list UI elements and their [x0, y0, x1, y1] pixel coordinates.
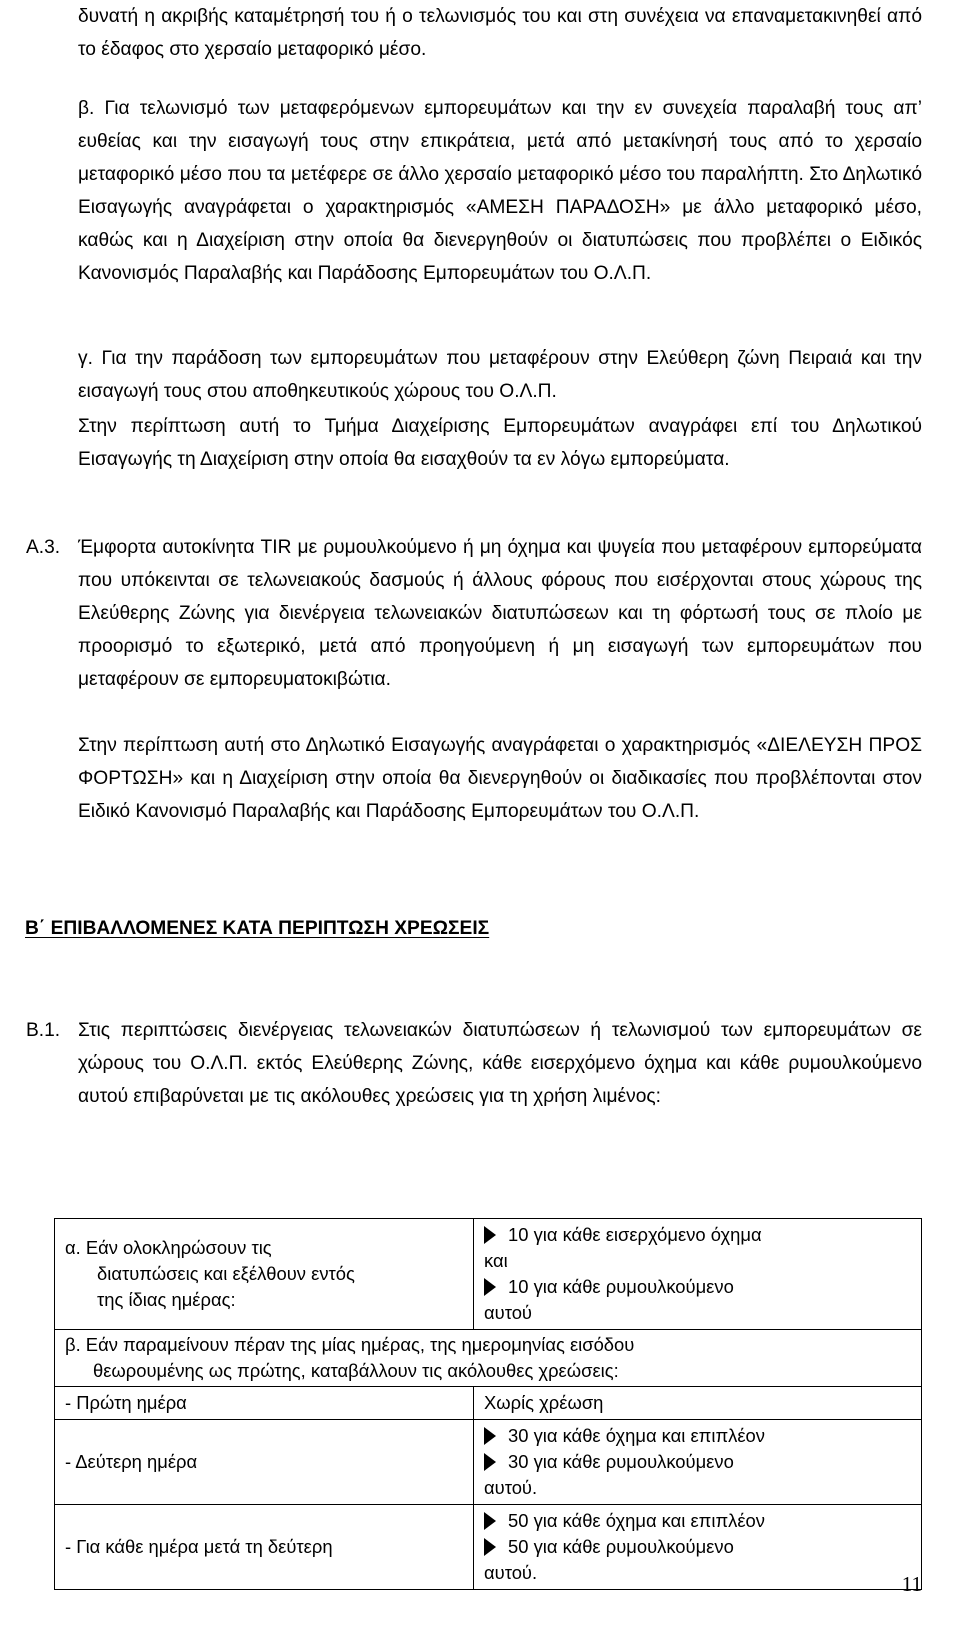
section-a3-note: Στην περίπτωση αυτή στο Δηλωτικό Εισαγωγής αναγράφεται ο χαρακτηρισμός «ΔΙΕΛΕΥΣΗ ΠΡΟΣ ΦΟΡΤΩΣΗ» και η Διαχείριση στην οποία θα διενεργηθούν οι διαδικασίες που προβλέπονται στον Ειδικό Κανονισμό Παραλαβής και Παράδοσης Εμπορευμάτων του Ο.Λ.Π.	[78, 735, 922, 822]
table-cell	[474, 1420, 921, 1504]
charge-line: αυτού.	[484, 1477, 538, 1498]
charge-line	[484, 1508, 911, 1534]
day-label: - Για κάθε ημέρα μετά τη δεύτερη	[65, 1536, 333, 1557]
section-b1-label: Β.1.	[26, 1020, 61, 1041]
paragraph-gamma: γ. Για την παράδοση των εμπορευμάτων που μεταφέρουν στην Ελεύθερη ζώνη Πειραιά και την εισαγωγή τους στου αποθηκευτικούς χώρους του Ο.Λ.Π.	[78, 348, 922, 402]
section-b-heading: Β΄ ΕΠΙΒΑΛΛΟΜΕΝΕΣ ΚΑΤΑ ΠΕΡΙΠΤΩΣΗ ΧΡΕΩΣΕΙΣ	[25, 918, 490, 939]
charge-text: 10 για κάθε ρυμουλκούμενο	[508, 1276, 734, 1297]
charge-line	[484, 1449, 911, 1475]
section-a3-label: Α.3.	[26, 537, 61, 558]
row-a-left-line: α. Εάν ολοκληρώσουν τις	[65, 1237, 272, 1258]
table-cell	[55, 1387, 474, 1419]
arrow-bullet-icon	[484, 1538, 496, 1556]
row-a-left-line: διατυπώσεις και εξέλθουν εντός	[97, 1263, 355, 1284]
day-label: - Δεύτερη ημέρα	[65, 1451, 198, 1472]
charge-text: 30 για κάθε όχημα και επιπλέον	[508, 1425, 765, 1446]
charge-text: 10 για κάθε εισερχόμενο όχημα	[508, 1224, 762, 1245]
arrow-bullet-icon	[484, 1453, 496, 1471]
table-cell	[55, 1420, 474, 1504]
section-a3-text: Έμφορτα αυτοκίνητα TIR με ρυμουλκούμενο ή μη όχημα και ψυγεία που μεταφέρουν εμπορεύματα που υπόκεινται σε τελωνειακούς δασμούς ή άλλους φόρους που εισέρχονται στους χώρους της Ελεύθερης Ζώνης για διενέργεια τελωνειακών διατυπώσεων και τη φόρτωσή τους σε πλοίο με προορισμό το εξωτερικό, μετά από προηγούμενη ή μη εισαγωγή των εμπορευμάτων που μεταφέρουν σε εμπορευματοκιβώτια.	[78, 537, 922, 690]
charge-line: αυτού.	[484, 1562, 538, 1583]
charge-text: 30 για κάθε ρυμουλκούμενο	[508, 1451, 734, 1472]
charge-line: και	[484, 1250, 508, 1271]
page-number: 11	[901, 1572, 922, 1596]
table-row	[55, 1329, 921, 1386]
charge-line: αυτού	[484, 1302, 532, 1323]
paragraph-beta: β. Για τελωνισμό των μεταφερόμενων εμπορευμάτων και την εν συνεχεία παραλαβή τους απ’ ευθείας και την εισαγωγή τους στην επικράτεια, μετά από μετακίνησή τους από το χερσαίο μεταφορικό μέσο που τα μετέφερε σε άλλο χερσαίο μεταφορικό μέσο του παραλήπτη. Στο Δηλωτικό Εισαγωγής αναγράφεται ο χαρακτηρισμός «ΑΜΕΣΗ ΠΑΡΑΔΟΣΗ» με άλλο μεταφορικό μέσο, καθώς και η Διαχείριση στην οποία θα διενεργηθούν οι διατυπώσεις που προβλέπει ο Ειδικός Κανονισμός Παραλαβής και Παράδοσης Εμπορευμάτων του Ο.Λ.Π.	[78, 98, 922, 284]
table-cell	[55, 1330, 921, 1386]
charge-text: 50 για κάθε όχημα και επιπλέον	[508, 1510, 765, 1531]
table-row	[55, 1219, 921, 1329]
paragraph-gamma-note: Στην περίπτωση αυτή το Τμήμα Διαχείρισης Εμπορευμάτων αναγράφει επί του Δηλωτικού Εισαγωγής τη Διαχείριση στην οποία θα εισαχθούν τα εν λόγω εμπορεύματα.	[78, 416, 922, 470]
row-b-line: β. Εάν παραμείνουν πέραν της μίας ημέρας, της ημερομηνίας εισόδου	[65, 1334, 635, 1355]
charge-line	[484, 1423, 911, 1449]
arrow-bullet-icon	[484, 1512, 496, 1530]
charge-line	[484, 1274, 911, 1300]
table-cell	[55, 1219, 474, 1329]
row-b-line: θεωρουμένης ως πρώτης, καταβάλλουν τις ακόλουθες χρεώσεις:	[93, 1360, 619, 1381]
table-row	[55, 1386, 921, 1419]
section-b1-text: Στις περιπτώσεις διενέργειας τελωνειακών διατυπώσεων ή τελωνισμού των εμπορευμάτων σε χώρους του Ο.Λ.Π. εκτός Ελεύθερης Ζώνης, κάθε εισερχόμενο όχημα και κάθε ρυμουλκούμενο αυτού επιβαρύνεται με τις ακόλουθες χρεώσεις για τη χρήση λιμένος:	[78, 1020, 922, 1107]
table-cell	[474, 1505, 921, 1589]
table-row	[55, 1419, 921, 1504]
table-cell	[55, 1505, 474, 1589]
charge-line	[484, 1222, 911, 1248]
row-a-left-line: της ίδιας ημέρας:	[97, 1289, 236, 1310]
arrow-bullet-icon	[484, 1278, 496, 1296]
day-label: - Πρώτη ημέρα	[65, 1392, 187, 1413]
table-row	[55, 1504, 921, 1589]
charge-text: 50 για κάθε ρυμουλκούμενο	[508, 1536, 734, 1557]
table-cell	[474, 1387, 921, 1419]
charge-text: Χωρίς χρέωση	[484, 1392, 604, 1413]
charges-table	[54, 1218, 922, 1590]
charge-line	[484, 1534, 911, 1560]
table-cell	[474, 1219, 921, 1329]
arrow-bullet-icon	[484, 1226, 496, 1244]
paragraph-continued: δυνατή η ακριβής καταμέτρησή του ή ο τελωνισμός του και στη συνέχεια να επαναμετακινηθεί από το έδαφος στο χερσαίο μεταφορικό μέσο.	[78, 6, 922, 60]
arrow-bullet-icon	[484, 1427, 496, 1445]
